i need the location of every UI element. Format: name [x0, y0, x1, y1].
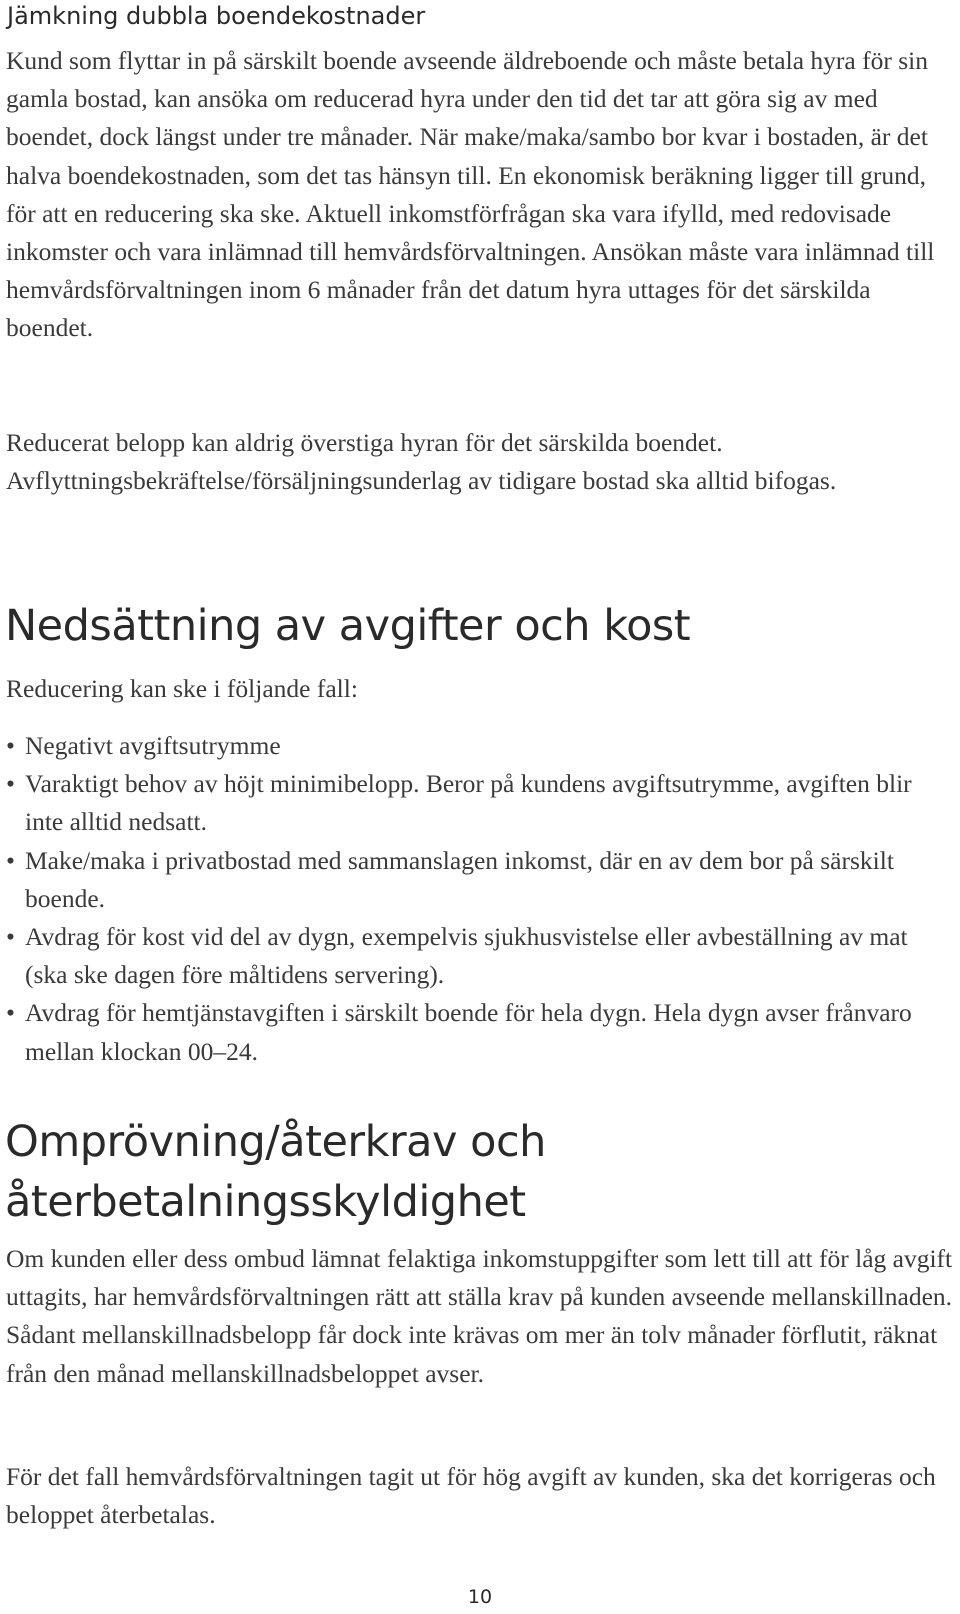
reduction-cases-list — [0, 727, 956, 1071]
omprovning-paragraph-1: Om kunden eller dess ombud lämnat felaktiga inkomstuppgifter som lett till att för låg avgift uttagits, har hemvårdsförvaltningen rätt att ställa krav på kunden avseende mellanskillnaden. Sådant mellanskillnadsbelopp får dock inte krävas om mer än tolv månader förflutit, räknat från den månad mellanskillnadsbeloppet avser. — [6, 1244, 953, 1388]
list-item — [0, 918, 956, 994]
list-item-text: Negativt avgiftsutrymme — [25, 731, 281, 760]
page-number: 10 — [467, 1586, 493, 1608]
bullet-icon: • — [6, 769, 15, 799]
list-item-text: Avdrag för kost vid del av dygn, exempelvis sjukhusvistelse eller avbeställning av mat (ska ske dagen före måltidens servering). — [25, 922, 908, 990]
list-item — [0, 765, 956, 841]
bullet-icon: • — [6, 731, 15, 760]
jamkning-paragraph-1: Kund som flyttar in på särskilt boende avseende äldreboende och måste betala hyra för sin gamla bostad, kan ansöka om reducerad hyra under den tid det tar att göra sig av med boendet, dock längst under tre månader. När make/maka/sambo bor kvar i bostaden, är det halva boendekostnaden, som det tas hänsyn till. En ekonomisk beräkning ligger till grund, för att en reducering ska ske. Aktuell inkomstförfrågan ska vara ifylld, med redovisade inkomster och vara inlämnad till hemvårdsförvaltningen. Ansökan måste vara inlämnad till hemvårdsförvaltningen inom 6 månader från det datum hyra uttages för det särskilda boendet. — [6, 46, 935, 343]
section-heading-nedsattning: Nedsättning av avgifter och kost — [5, 601, 691, 651]
heading-line-1: Omprövning/återkrav och — [5, 1117, 546, 1167]
list-item-text: Avdrag för hemtjänstavgiften i särskilt boende för hela dygn. Hela dygn avser frånvaro mellan klockan 00–24. — [25, 998, 912, 1066]
bullet-icon: • — [6, 998, 15, 1028]
section-heading-omprovning — [5, 1112, 546, 1232]
list-item-text: Varaktigt behov av höjt minimibelopp. Beror på kundens avgiftsutrymme, avgiften blir inte alltid nedsatt. — [25, 769, 912, 837]
list-item-text: Make/maka i privatbostad med sammanslagen inkomst, där en av dem bor på särskilt boende. — [25, 845, 894, 913]
jamkning-paragraph-2: Reducerat belopp kan aldrig överstiga hyran för det särskilda boendet. Avflyttningsbekräftelse/försäljningsunderlag av tidigare bostad ska alltid bifogas. — [6, 428, 837, 496]
section-subheading-jamkning: Jämkning dubbla boendekostnader — [7, 2, 426, 30]
list-item — [0, 727, 956, 765]
list-item — [0, 842, 956, 918]
bullet-icon: • — [6, 922, 15, 952]
bullet-icon: • — [6, 845, 15, 875]
heading-line-2: återbetalningsskyldighet — [5, 1177, 526, 1227]
list-item — [0, 994, 956, 1070]
omprovning-paragraph-2: För det fall hemvårdsförvaltningen tagit ut för hög avgift av kunden, ska det korrigeras och beloppet återbetalas. — [6, 1462, 936, 1530]
nedsattning-intro: Reducering kan ske i följande fall: — [6, 674, 358, 703]
